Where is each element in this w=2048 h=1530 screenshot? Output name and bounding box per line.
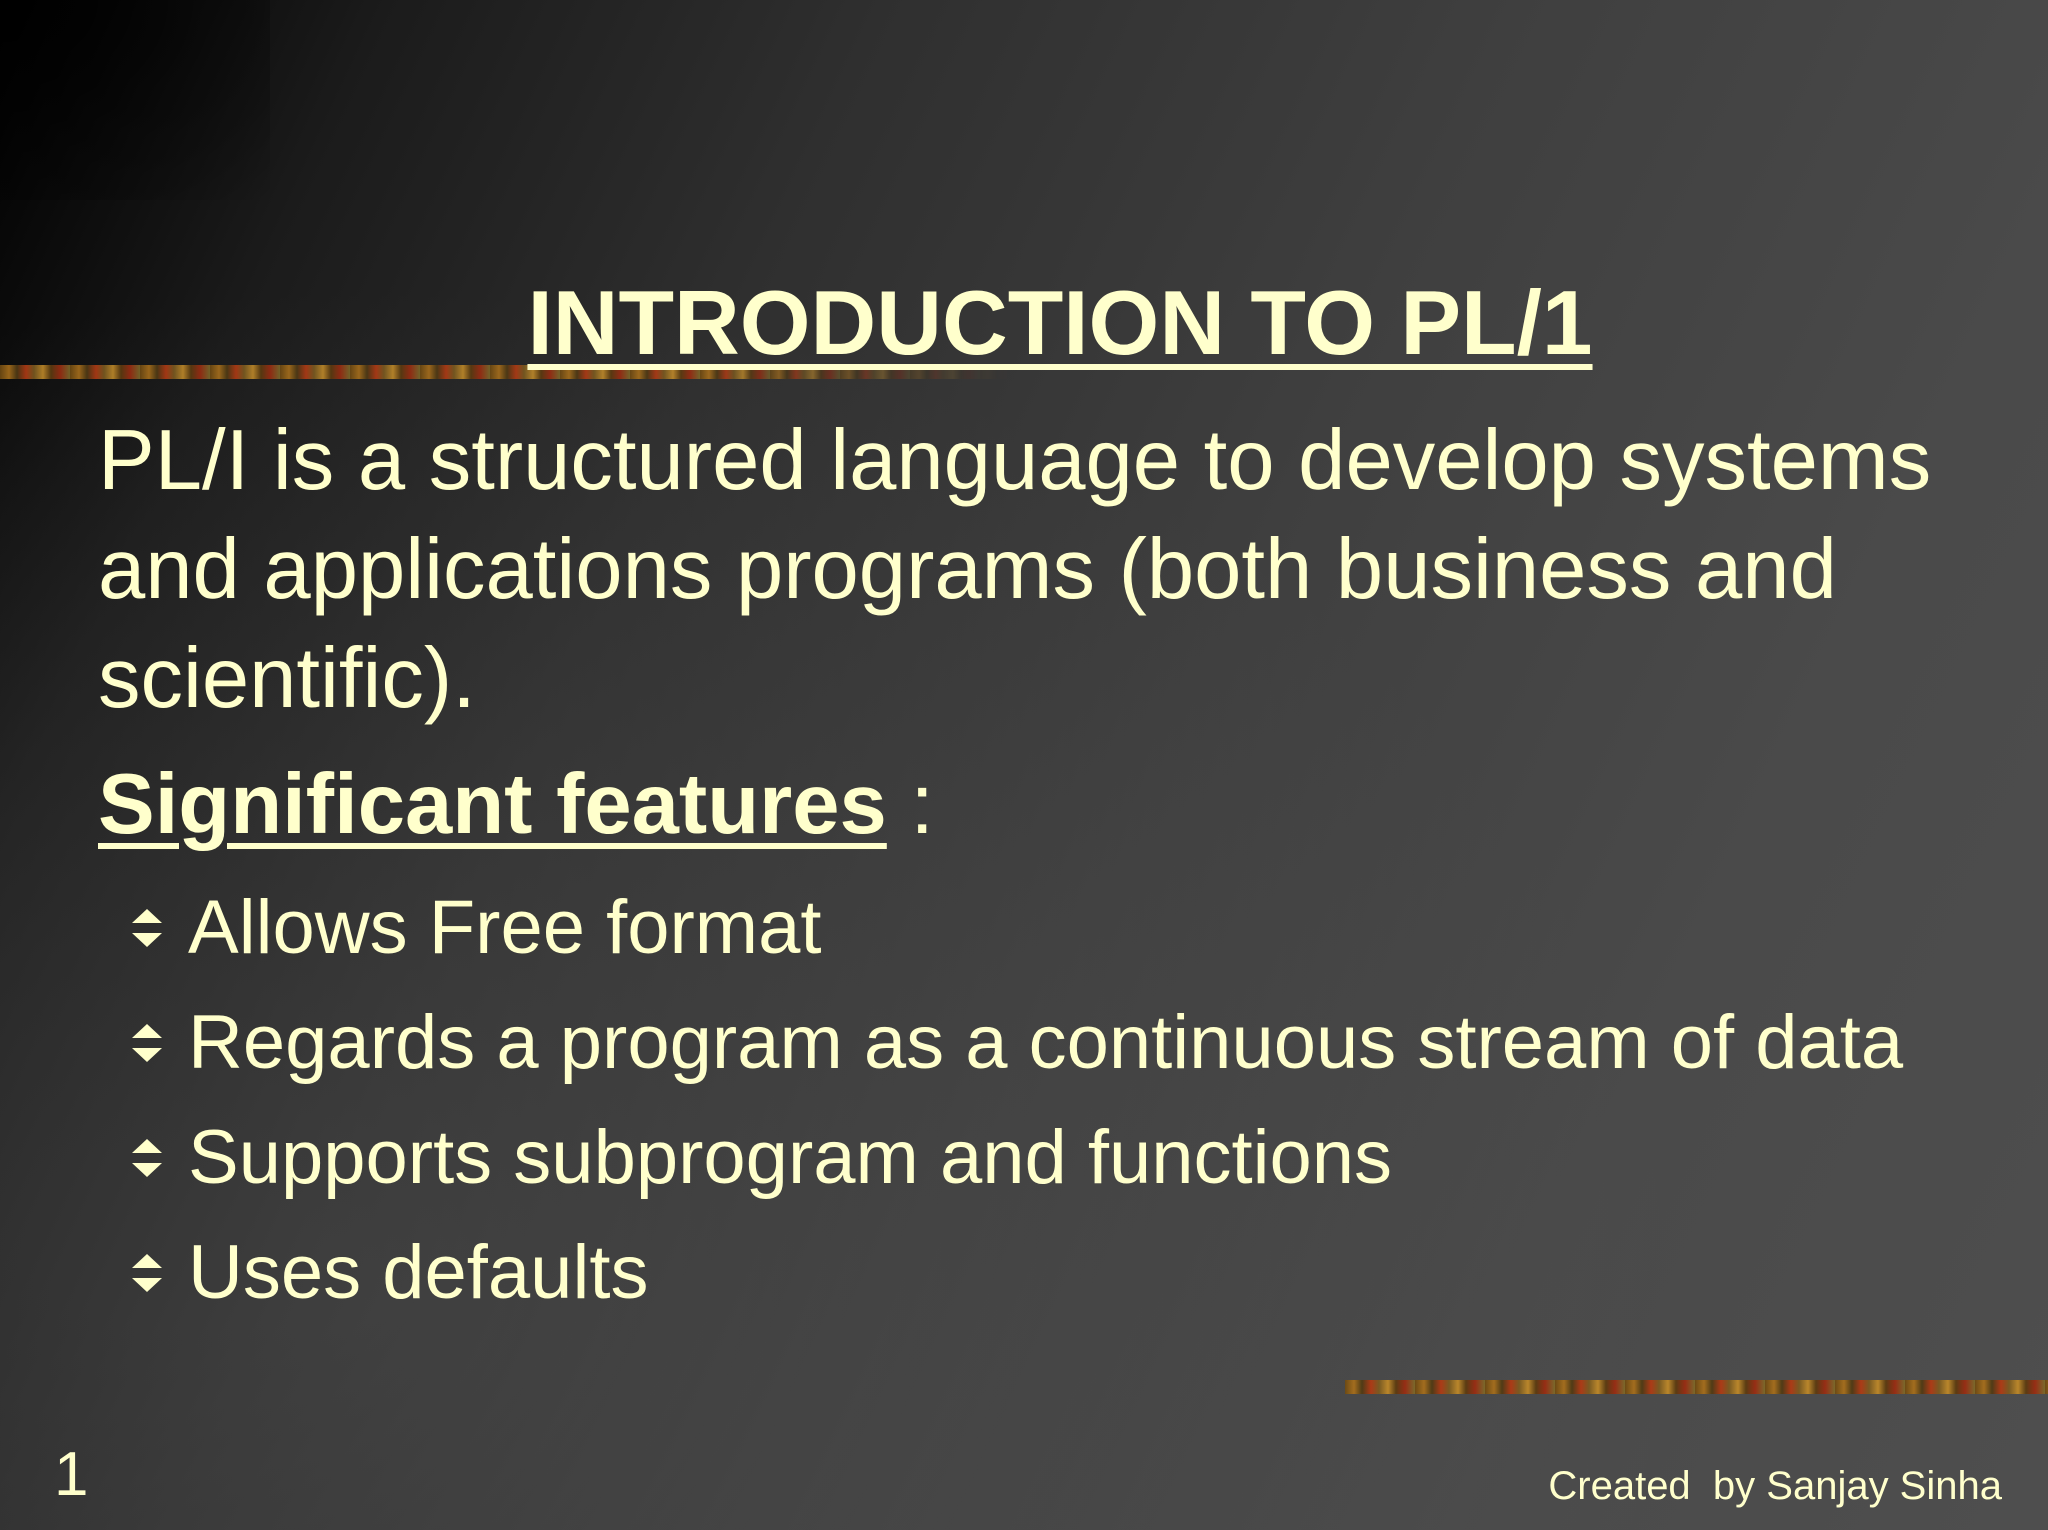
list-item	[128, 870, 1903, 985]
list-item	[128, 985, 1903, 1100]
feature-list	[128, 870, 1903, 1330]
list-item	[128, 1215, 1903, 1330]
decorative-stripe-bottom	[1345, 1380, 2048, 1394]
up-down-diamond-arrow-icon	[128, 907, 166, 949]
feature-text: Allows Free format	[188, 884, 822, 970]
slide-number: 1	[54, 1440, 89, 1509]
up-down-diamond-arrow-icon	[128, 1137, 166, 1179]
feature-text: Regards a program as a continuous stream of data	[188, 999, 1904, 1085]
feature-text: Uses defaults	[188, 1229, 649, 1315]
slide-title: INTRODUCTION TO PL/1	[527, 273, 1593, 374]
intro-paragraph: PL/I is a structured language to develop systems and applications programs (both business and scientific).	[98, 413, 1932, 726]
features-heading-colon: :	[886, 757, 935, 852]
features-heading-label: Significant features	[98, 757, 887, 852]
features-heading	[98, 753, 934, 857]
list-item	[128, 1100, 1903, 1215]
corner-shadow	[0, 0, 270, 200]
up-down-diamond-arrow-icon	[128, 1252, 166, 1294]
footer-credit: Created by Sanjay Sinha	[1548, 1464, 2002, 1508]
feature-text: Supports subprogram and functions	[188, 1114, 1393, 1200]
up-down-diamond-arrow-icon	[128, 1022, 166, 1064]
